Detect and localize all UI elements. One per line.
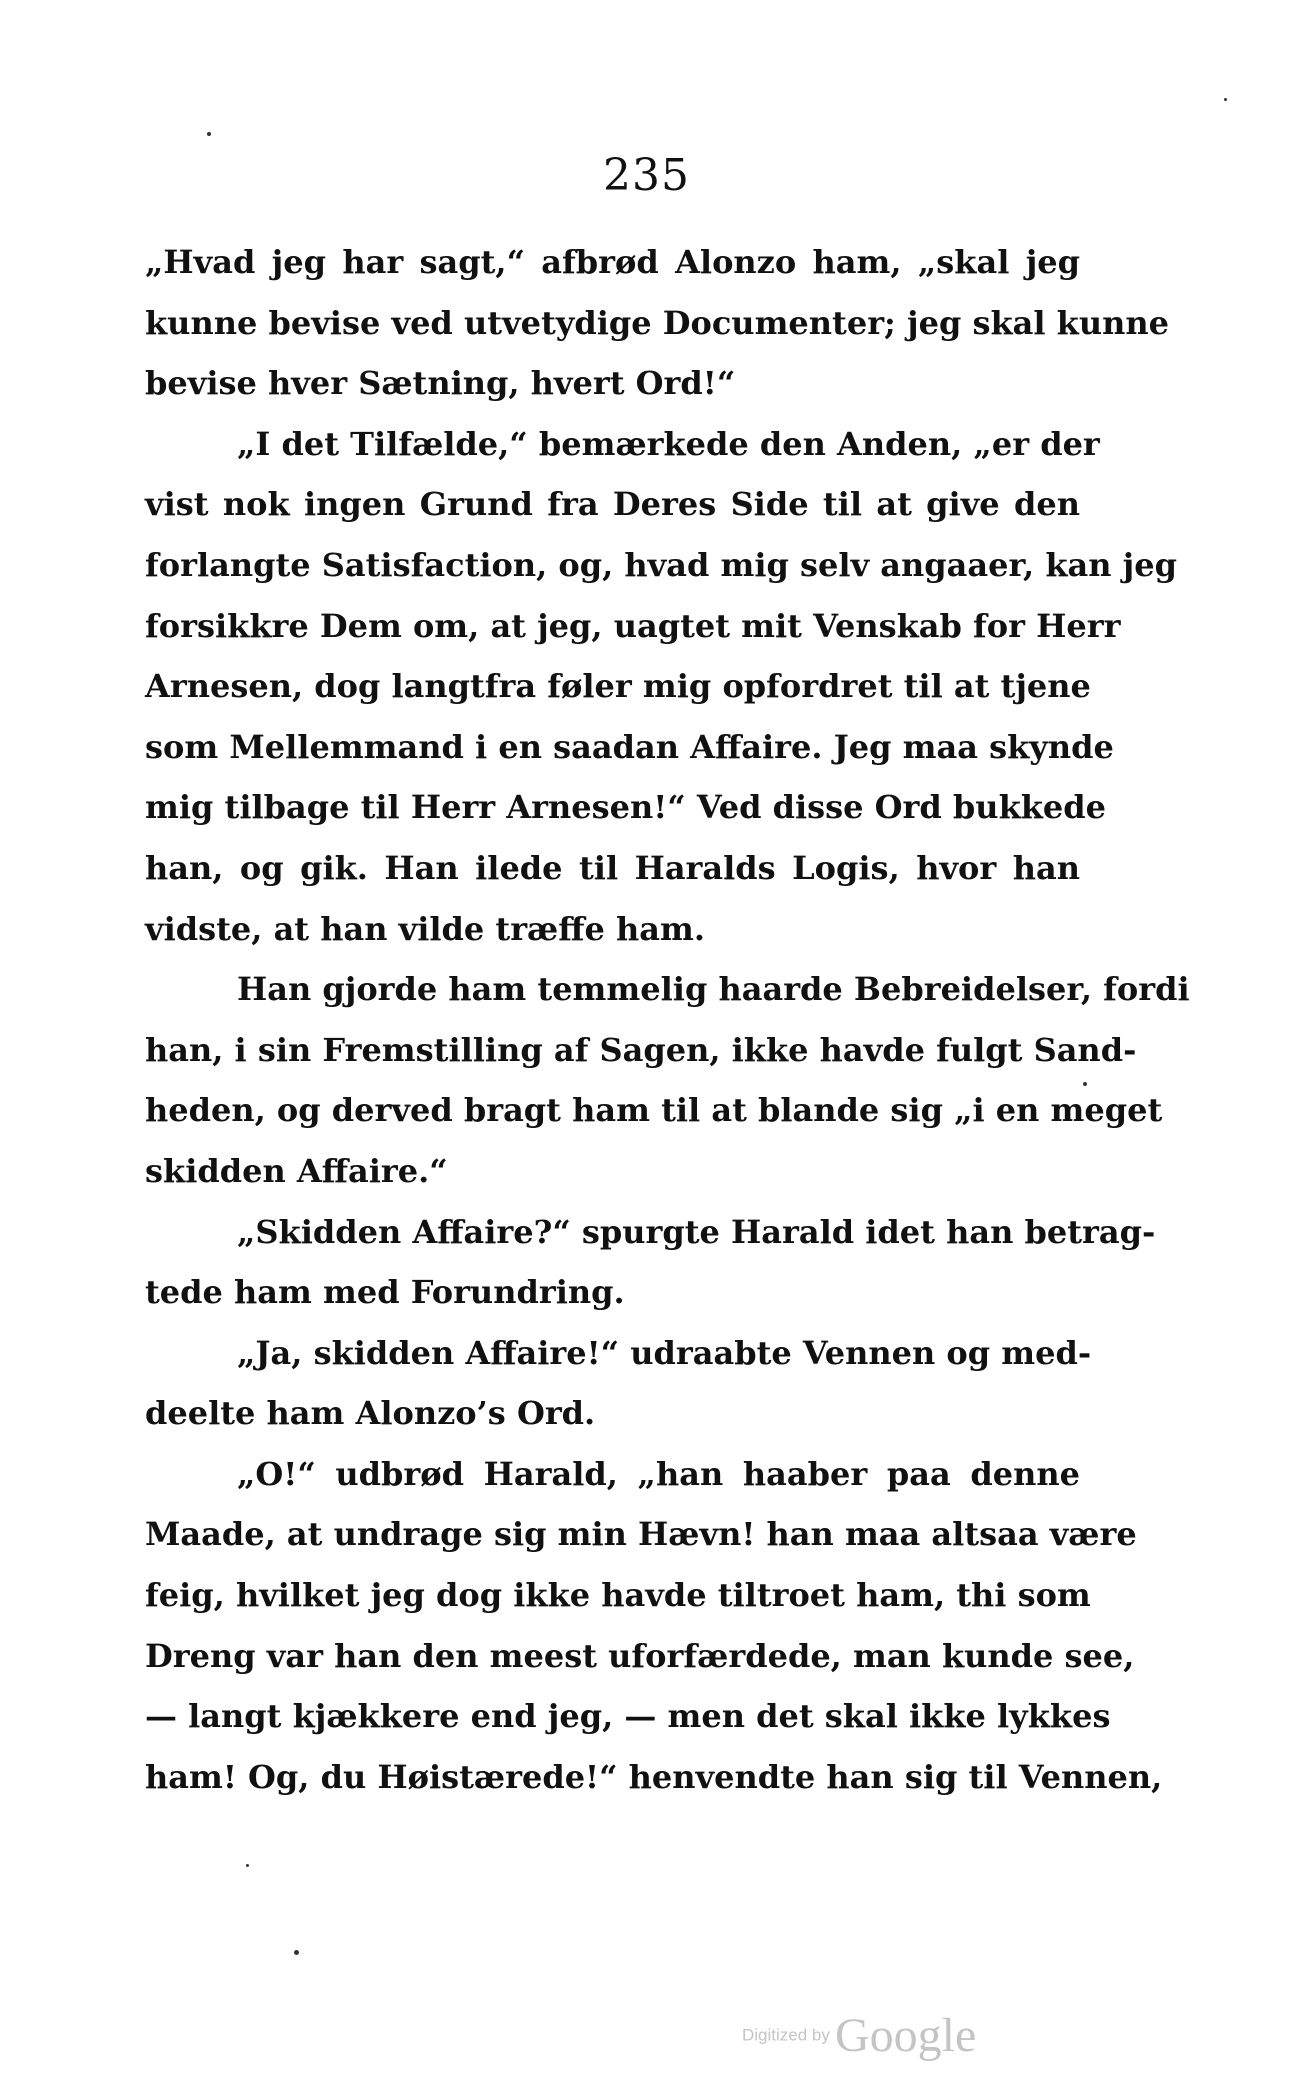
- text-line: Dreng var han den meest uforfærdede, man kunde see,: [145, 1636, 1135, 1675]
- text-line: feig, hvilket jeg dog ikke havde tiltroet ham, thi som: [145, 1576, 1091, 1615]
- text-line: forlangte Satisfaction, og, hvad mig selv angaaer, kan jeg: [145, 545, 1177, 584]
- text-line: vist nok ingen Grund fra Deres Side til at give den: [145, 485, 1080, 524]
- text-line: „O!“ udbrød Harald, „han haaber paa denne: [237, 1454, 1080, 1493]
- text-line: ham! Og, du Høistærede!“ henvendte han sig til Vennen,: [145, 1757, 1163, 1796]
- print-speck: [1224, 98, 1227, 101]
- text-line: kunne bevise ved utvetydige Documenter; jeg skal kunne: [145, 303, 1169, 342]
- text-line: — langt kjækkere end jeg, — men det skal ikke lykkes: [145, 1697, 1111, 1736]
- text-line: „Ja, skidden Affaire!“ udraabte Vennen og med-: [237, 1333, 1092, 1372]
- text-line: vidste, at han vilde træffe ham.: [145, 909, 706, 948]
- text-line: heden, og derved bragt ham til at blande sig „i en meget: [145, 1091, 1163, 1130]
- print-speck: [246, 1864, 249, 1867]
- google-logo: Google: [834, 2009, 977, 2062]
- text-line: „Hvad jeg har sagt,“ afbrød Alonzo ham, „skal jeg: [145, 243, 1080, 281]
- text-line: forsikkre Dem om, at jeg, uagtet mit Venskab for Herr: [145, 606, 1121, 645]
- text-line: Arnesen, dog langtfra føler mig opfordret til at tjene: [145, 667, 1091, 706]
- text-line: Maade, at undrage sig min Hævn! han maa altsaa være: [145, 1515, 1137, 1554]
- digitized-watermark: [742, 2008, 976, 2063]
- book-text: [145, 232, 1190, 1807]
- watermark-prefix: Digitized by: [742, 2025, 830, 2045]
- text-line: som Mellemmand i en saadan Affaire. Jeg maa skynde: [145, 727, 1114, 766]
- text-line: Han gjorde ham temmelig haarde Bebreidelser, fordi: [237, 970, 1190, 1009]
- text-line: mig tilbage til Herr Arnesen!“ Ved disse Ord bukkede: [145, 788, 1106, 827]
- text-line: han, i sin Fremstilling af Sagen, ikke havde fulgt Sand-: [145, 1030, 1137, 1069]
- text-line: tede ham med Forundring.: [145, 1273, 625, 1312]
- text-line: skidden Affaire.“: [145, 1151, 448, 1190]
- text-line: bevise hver Sætning, hvert Ord!“: [145, 364, 736, 403]
- print-speck: [1083, 1082, 1087, 1086]
- print-speck: [294, 1950, 299, 1955]
- page-number: 235: [603, 150, 690, 201]
- print-speck: [207, 132, 211, 136]
- text-line: „I det Tilfælde,“ bemærkede den Anden, „er der: [237, 424, 1100, 463]
- text-line: han, og gik. Han ilede til Haralds Logis, hvor han: [145, 848, 1080, 887]
- text-line: „Skidden Affaire?“ spurgte Harald idet han betrag-: [237, 1212, 1156, 1251]
- text-line: deelte ham Alonzo’s Ord.: [145, 1394, 596, 1433]
